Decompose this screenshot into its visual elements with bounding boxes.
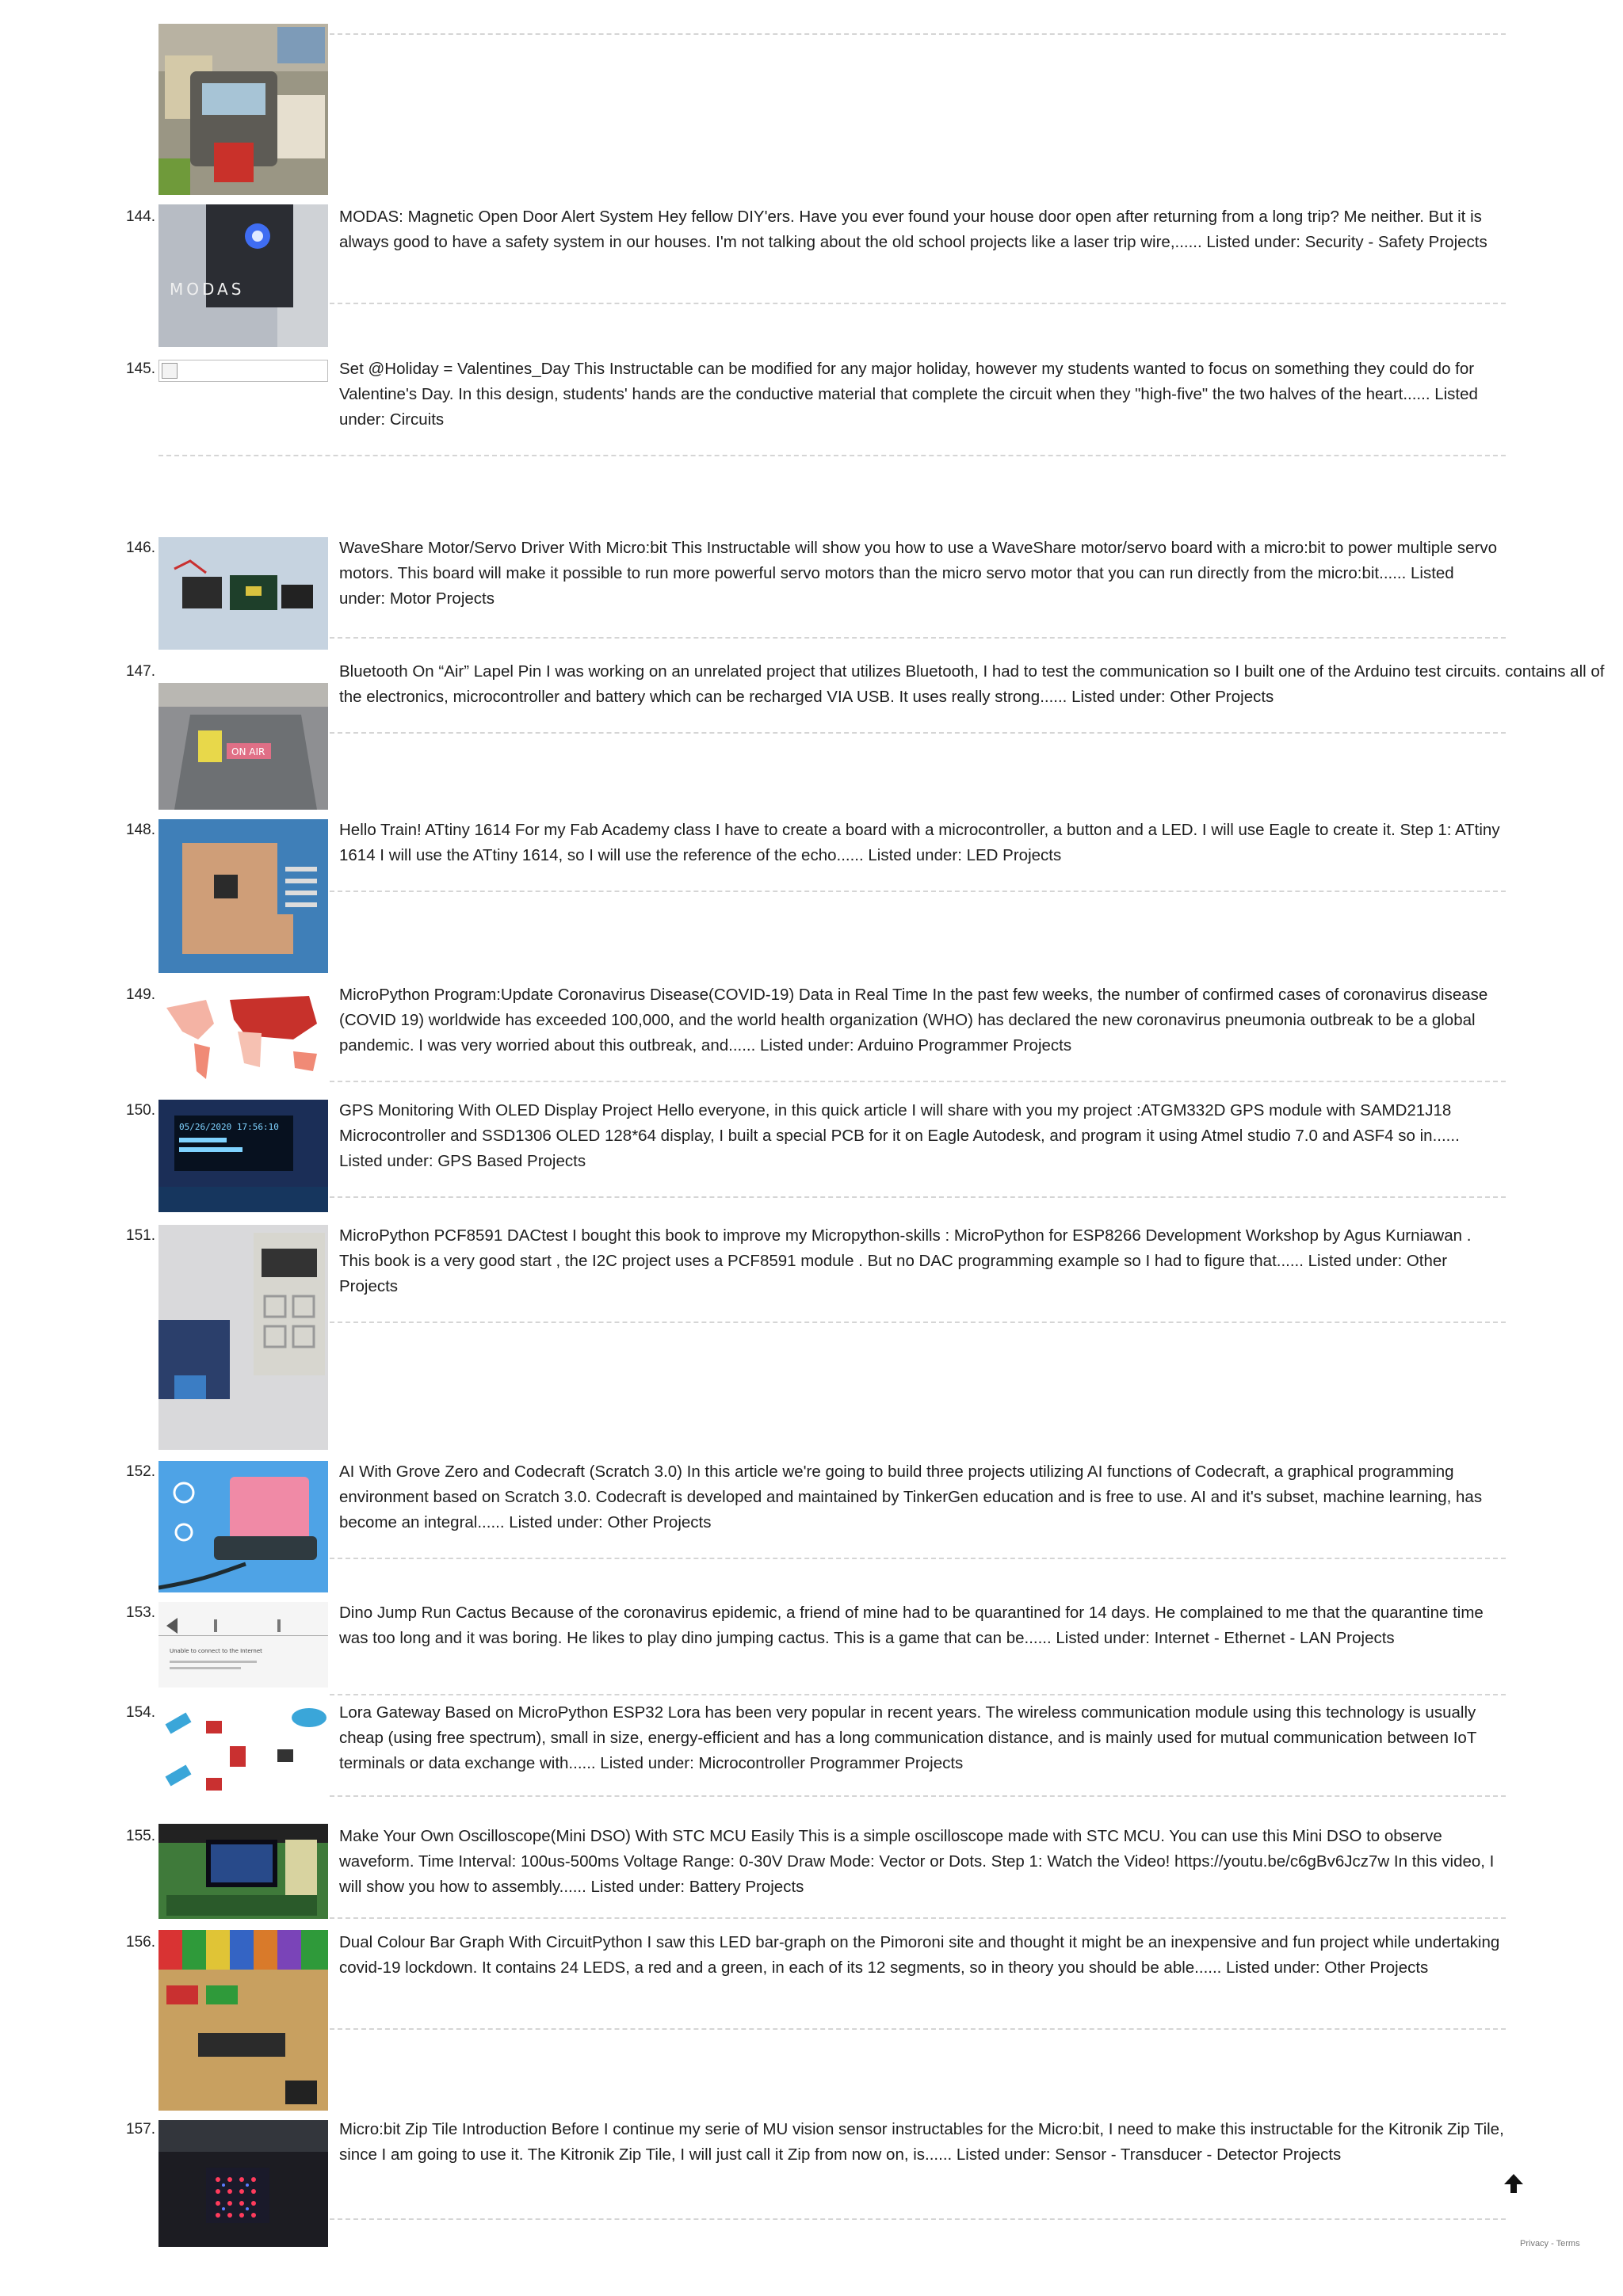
item-separator [158, 455, 1506, 456]
list-item [0, 1098, 1623, 1217]
item-separator [330, 891, 1506, 892]
recaptcha-legal [1520, 2239, 1580, 2248]
list-item [0, 1223, 1623, 1453]
scroll-to-top-button[interactable] [1503, 2172, 1525, 2195]
item-description[interactable]: WaveShare Motor/Servo Driver With Micro:bit This Instructable will show you how to use a WaveShare motor/servo board with a micro:bit to power multiple servo motors. This board will make it possible to run more powerful servo motors than the micro servo motor that you can run directly from the micro:bit...... Listed under: Motor Projects [339, 539, 1497, 608]
item-separator [330, 2218, 1506, 2220]
item-number: 154. [126, 1704, 155, 1721]
item-description[interactable]: MicroPython Program:Update Coronavirus Disease(COVID-19) Data in Real Time In the past few weeks, the number of confirmed cases of coronavirus disease (COVID 19) worldwide has exceeded 100,000, and the world health organization (WHO) has declared the new coronavirus pneumonia outbreak to be a global pandemic. I was very worried about this outbreak, and...... Listed under: Arduino Programmer Projects [339, 986, 1488, 1055]
item-separator [330, 732, 1506, 734]
item-separator [330, 1081, 1506, 1082]
terms-link[interactable]: Terms [1556, 2239, 1580, 2248]
project-thumbnail[interactable] [158, 683, 328, 810]
broken-image-icon [158, 360, 328, 382]
item-description[interactable]: MODAS: Magnetic Open Door Alert System Hey fellow DIY'ers. Have you ever found your house door open after returning from a long trip? Me neither. But it is always good to have a safety system in our houses. I'm not talking about the old school projects like a laser trip wire,...... Listed under: Security - Safety Projects [339, 208, 1487, 251]
item-description[interactable]: Set @Holiday = Valentines_Day This Instructable can be modified for any major holiday, however my students wanted to focus on something they could do for Valentine's Day. In this design, students' hands are the conductive material that complete the circuit when they "high-five" the two halves of the heart...... Listed under: Circuits [339, 360, 1478, 429]
item-number: 151. [126, 1227, 155, 1244]
item-separator [330, 1694, 1506, 1695]
item-number: 153. [126, 1604, 155, 1621]
project-thumbnail[interactable] [158, 2120, 328, 2247]
item-description[interactable]: Dual Colour Bar Graph With CircuitPython I saw this LED bar-graph on the Pimoroni site and thought it might be an inexpensive and fun project while undertaking covid-19 lockdown. It contains 24 LEDS, a red and a green, in each of its 12 segments, so in theory you should be able...... Listed under: Other Projects [339, 1933, 1500, 1977]
svg-text:Unable to connect to the Inter: Unable to connect to the Internet [170, 1648, 262, 1654]
project-thumbnail[interactable] [158, 204, 328, 347]
item-number: 149. [126, 986, 155, 1003]
svg-text:ON AIR: ON AIR [231, 746, 265, 757]
list-item [0, 1700, 1623, 1803]
item-description[interactable]: Dino Jump Run Cactus Because of the coronavirus epidemic, a friend of mine had to be quarantined for 14 days. He complained to me that the quarantine time was too long and it was boring. He likes to play dino jumping cactus. This is a game that can be...... Listed under: Internet - Ethernet - LAN Projects [339, 1604, 1484, 1647]
list-item [0, 1459, 1623, 1592]
item-description[interactable]: Bluetooth On “Air” Lapel Pin I was working on an unrelated project that utilizes Bluetooth, I had to test the communication so I built one of the Arduino test circuits. contains all of the electronics, microcontroller and battery which can be recharged VIA USB. It uses really strong...... Listed under: Other Projects [339, 662, 1605, 706]
svg-text:05/26/2020 17:56:10: 05/26/2020 17:56:10 [179, 1122, 279, 1132]
item-number: 150. [126, 1102, 155, 1119]
item-number: 144. [126, 208, 155, 225]
item-separator [330, 637, 1506, 639]
list-item [0, 24, 1623, 196]
item-description[interactable]: Micro:bit Zip Tile Introduction Before I continue my serie of MU vision sensor instructables for the Micro:bit, I need to make this instructable for the Kitronik Zip Tile, since I am going to use it. The Kitronik Zip Tile, I will just call it Zip from now on, is...... Listed under: Sensor - Transducer - Detector Projects [339, 2120, 1504, 2164]
item-separator [330, 1558, 1506, 1559]
list-item [0, 1930, 1623, 2111]
item-separator [330, 33, 1506, 35]
item-description[interactable]: Hello Train! ATtiny 1614 For my Fab Academy class I have to create a board with a microcontroller, a button and a LED. I will use Eagle to create it. Step 1: ATtiny 1614 I will use the ATtiny 1614, so I will use the reference of the echo...... Listed under: LED Projects [339, 821, 1500, 864]
item-separator [330, 303, 1506, 304]
arrow-up-icon [1503, 2172, 1525, 2195]
item-description[interactable]: AI With Grove Zero and Codecraft (Scratch 3.0) In this article we're going to build three projects utilizing AI functions of Codecraft, a graphical programming environment based on Scratch 3.0. Codecraft is developed and maintained by TinkerGen education and is free to use. AI and it's subset, machine learning, has become an integral...... Listed under: Other Projects [339, 1463, 1483, 1531]
item-number: 156. [126, 1934, 155, 1951]
list-item [0, 2117, 1623, 2252]
item-separator [330, 1196, 1506, 1198]
item-description[interactable]: Make Your Own Oscilloscope(Mini DSO) With STC MCU Easily This is a simple oscilloscope made with STC MCU. You can use this Mini DSO to observe waveform. Time Interval: 100us-500ms Voltage Range: 0-30V Draw Mode: Vector or Dots. Step 1: Watch the Video! https://youtu.be/c6gBv6Jcz7w In this video, I will show you how to assembly...... Listed under: Battery Projects [339, 1827, 1495, 1896]
list-item [0, 659, 1623, 810]
item-number: 147. [126, 663, 155, 680]
project-thumbnail[interactable] [158, 984, 328, 1090]
project-thumbnail[interactable] [158, 819, 328, 973]
item-number: 148. [126, 822, 155, 838]
list-item [0, 982, 1623, 1092]
project-thumbnail[interactable] [158, 1602, 328, 1688]
legal-separator: - [1549, 2239, 1556, 2248]
item-number: 145. [126, 360, 155, 377]
list-item [0, 203, 1623, 350]
project-thumbnail[interactable] [158, 1100, 328, 1212]
project-thumbnail[interactable] [158, 537, 328, 650]
item-description[interactable]: GPS Monitoring With OLED Display Project Hello everyone, in this quick article I will share with you my project :ATGM332D GPS module with SAMD21J18 Microcontroller and SSD1306 OLED 128*64 display, I built a special PCB for it on Eagle Autodesk, and program it using Atmel studio 7.0 and ASF4 so in...... Listed under: GPS Based Projects [339, 1101, 1460, 1170]
project-thumbnail[interactable] [158, 24, 328, 195]
item-number: 155. [126, 1828, 155, 1844]
item-separator [330, 1795, 1506, 1797]
item-number: 157. [126, 2121, 155, 2138]
list-item [0, 818, 1623, 973]
project-thumbnail[interactable] [158, 1930, 328, 2111]
privacy-link[interactable]: Privacy [1520, 2239, 1549, 2248]
list-item [0, 536, 1623, 651]
svg-text:MODAS: MODAS [170, 280, 245, 299]
list-item [0, 1600, 1623, 1703]
project-thumbnail[interactable] [158, 1824, 328, 1919]
item-number: 146. [126, 540, 155, 556]
item-separator [330, 1322, 1506, 1323]
project-thumbnail[interactable] [158, 1461, 328, 1592]
item-description[interactable]: MicroPython PCF8591 DACtest I bought this book to improve my Micropython-skills : MicroPython for ESP8266 Development Workshop by Agus Kurniawan . This book is a very good start , the I2C project uses a PCF8591 module . But no DAC programming example so I had to figure that...... Listed under: Other Projects [339, 1226, 1472, 1295]
item-separator [330, 1917, 1506, 1919]
item-number: 152. [126, 1463, 155, 1480]
project-thumbnail[interactable] [158, 1702, 328, 1800]
item-description[interactable]: Lora Gateway Based on MicroPython ESP32 Lora has been very popular in recent years. The wireless communication module using this technology is usually cheap (using free spectrum), small in size, energy-efficient and has a long communication distance, and is mainly used for mutual communication between IoT terminals or data exchange with...... Listed under: Microcontroller Programmer Projects [339, 1703, 1476, 1772]
project-thumbnail[interactable] [158, 1225, 328, 1450]
list-item [0, 357, 1623, 539]
list-item [0, 1824, 1623, 1920]
item-separator [330, 2028, 1506, 2030]
